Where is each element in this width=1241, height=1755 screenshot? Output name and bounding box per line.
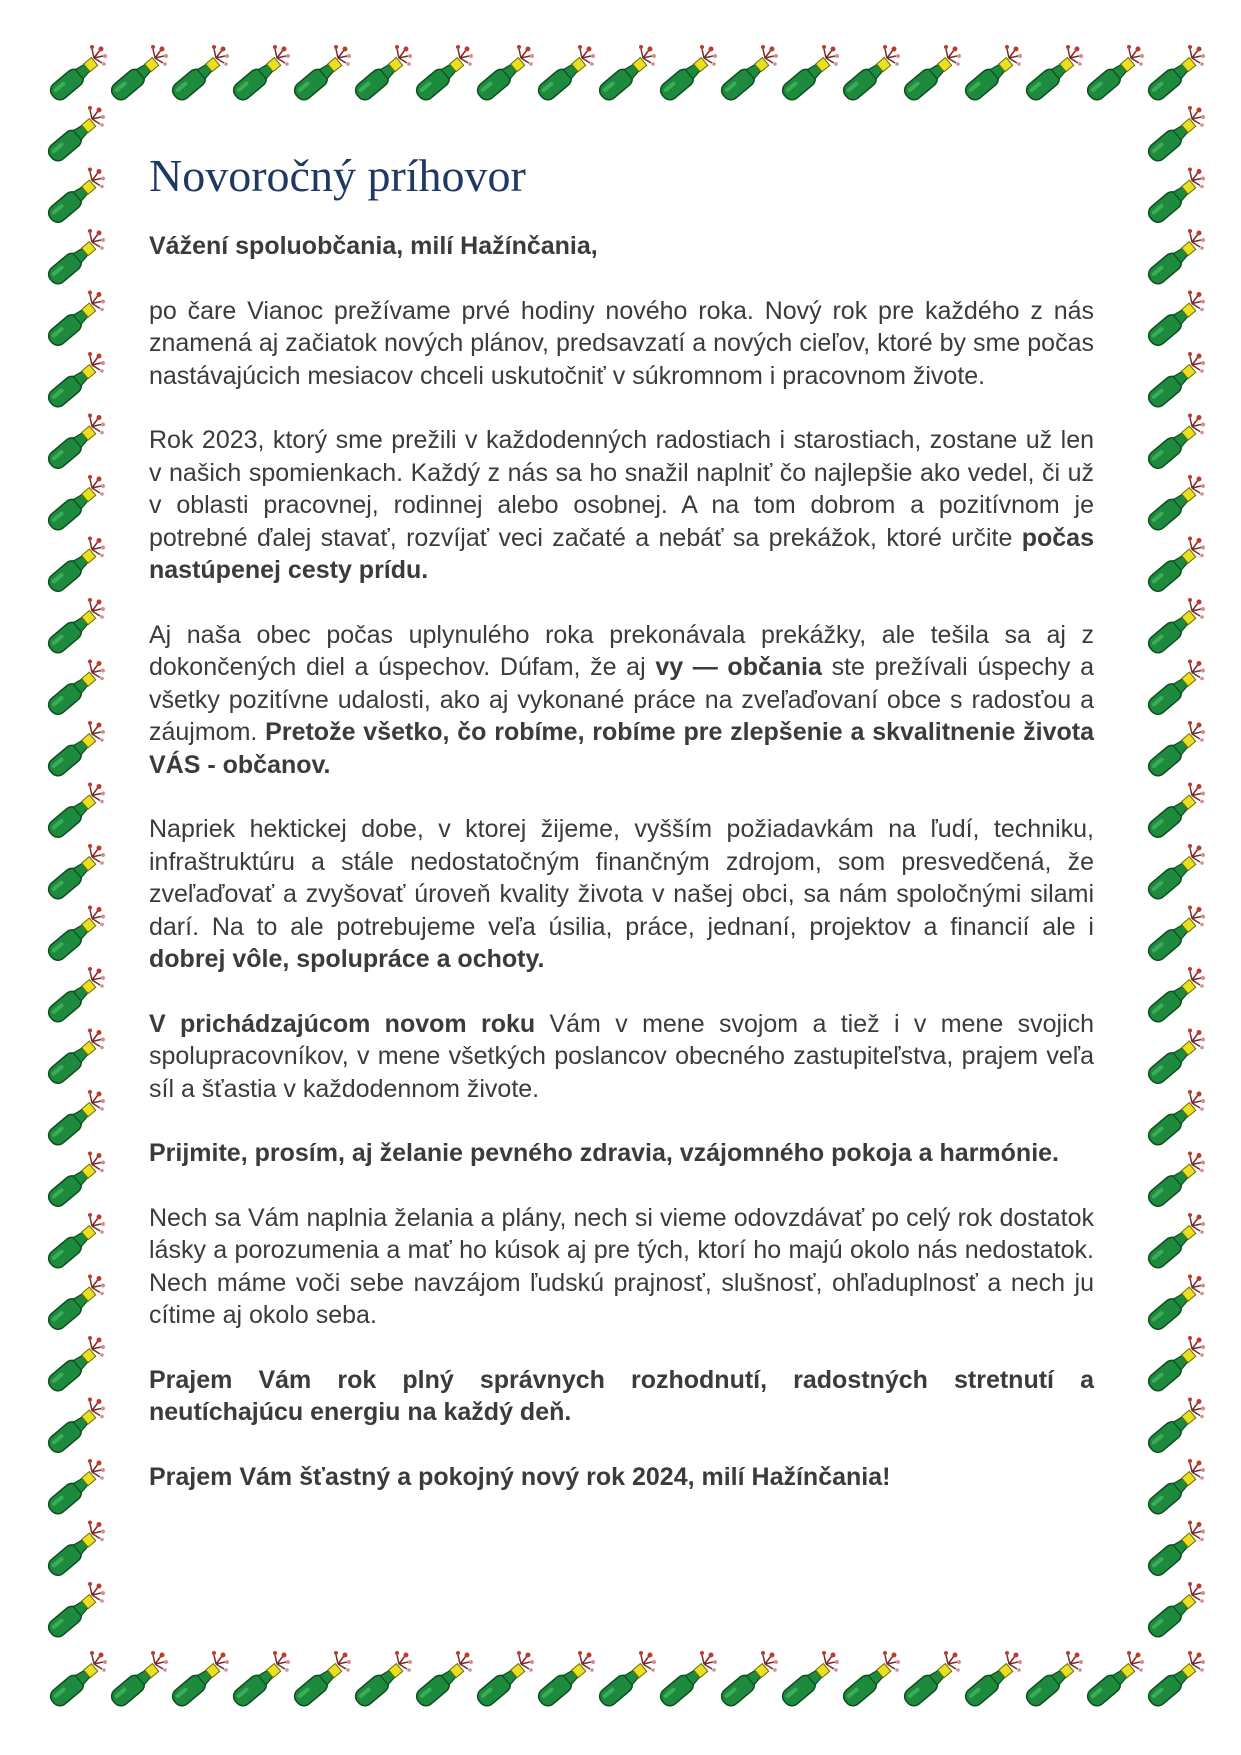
champagne-bottle-icon	[291, 1651, 351, 1709]
paragraphs	[149, 295, 1094, 1494]
champagne-bottle-icon	[45, 229, 105, 287]
bold-text: Pretože všetko, čo robíme, robíme pre zlepšenie a skvalitnenie života VÁS - občanov.	[149, 718, 1094, 779]
champagne-bottle-icon	[901, 1651, 961, 1709]
champagne-bottle-icon	[535, 45, 595, 103]
champagne-bottle-icon	[45, 1521, 105, 1579]
champagne-bottle-icon	[779, 45, 839, 103]
champagne-bottle-icon	[1145, 106, 1205, 164]
champagne-bottle-icon	[45, 1398, 105, 1456]
champagne-bottle-icon	[474, 45, 534, 103]
champagne-bottle-icon	[1145, 1336, 1205, 1394]
champagne-bottle-icon	[1145, 721, 1205, 779]
champagne-bottle-icon	[1145, 537, 1205, 595]
letter-body	[149, 148, 1094, 1525]
champagne-bottle-icon	[901, 45, 961, 103]
champagne-bottle-icon	[1023, 1651, 1083, 1709]
champagne-bottle-icon	[1145, 1582, 1205, 1640]
paragraph	[149, 813, 1094, 976]
champagne-bottle-icon	[45, 1459, 105, 1517]
champagne-bottle-icon	[45, 475, 105, 533]
champagne-bottle-icon	[1145, 1521, 1205, 1579]
champagne-bottle-icon	[45, 1582, 105, 1640]
champagne-bottle-icon	[1145, 1152, 1205, 1210]
text: Rok 2023, ktorý sme prežili v každodenných radostiach i starostiach, zostane už len v našich spomienkach. Každý z nás sa ho snažil naplniť čo najlepšie ako vedel, či už v oblasti pracovnej, rodinnej alebo osobnej. A na tom dobrom a pozitívnom je potrebné ďalej stavať, rozvíjať veci začaté a nebáť sa prekážok, ktoré určite	[149, 426, 1094, 552]
champagne-bottle-icon	[47, 45, 107, 103]
champagne-bottle-icon	[45, 1029, 105, 1087]
bold-text: počas nastúpenej cesty prídu.	[149, 523, 1094, 584]
champagne-bottle-icon	[169, 45, 229, 103]
page-title: Novoročný príhovor	[149, 150, 526, 201]
champagne-bottle-icon	[45, 537, 105, 595]
champagne-bottle-icon	[45, 106, 105, 164]
bold-text: vy — občania	[655, 653, 822, 681]
champagne-bottle-icon	[840, 1651, 900, 1709]
paragraph	[149, 295, 1094, 393]
champagne-bottle-icon	[1145, 1398, 1205, 1456]
bold-text: dobrej vôle, spolupráce a ochoty.	[149, 945, 545, 973]
champagne-bottle-icon	[718, 45, 778, 103]
champagne-bottle-icon	[1145, 660, 1205, 718]
champagne-bottle-icon	[1145, 45, 1205, 103]
champagne-bottle-icon	[1145, 1029, 1205, 1087]
champagne-bottle-icon	[45, 844, 105, 902]
champagne-bottle-icon	[962, 1651, 1022, 1709]
champagne-bottle-icon	[1145, 906, 1205, 964]
champagne-bottle-icon	[1145, 1090, 1205, 1148]
champagne-bottle-icon	[352, 45, 412, 103]
champagne-bottle-icon	[1145, 598, 1205, 656]
champagne-bottle-icon	[657, 45, 717, 103]
champagne-bottle-icon	[45, 291, 105, 349]
champagne-bottle-icon	[47, 1651, 107, 1709]
champagne-bottle-icon	[1145, 1651, 1205, 1709]
bold-text: Prajem Vám šťastný a pokojný nový rok 2024, milí Hažínčania!	[149, 1462, 891, 1491]
champagne-bottle-icon	[45, 414, 105, 472]
champagne-bottle-icon	[1145, 168, 1205, 226]
text: Aj naša obec počas uplynulého roka prekonávala prekážky, ale tešila sa aj z dokončených diel a úspechov. Dúfam, že aj	[149, 620, 1094, 681]
champagne-bottle-icon	[718, 1651, 778, 1709]
champagne-bottle-icon	[1023, 45, 1083, 103]
paragraph	[149, 1202, 1094, 1332]
champagne-bottle-icon	[169, 1651, 229, 1709]
champagne-bottle-icon	[1145, 352, 1205, 410]
champagne-bottle-icon	[45, 1336, 105, 1394]
paragraph	[149, 619, 1094, 782]
paragraph	[149, 1008, 1094, 1106]
champagne-bottle-icon	[596, 1651, 656, 1709]
champagne-bottle-icon	[596, 45, 656, 103]
text: po čare Vianoc prežívame prvé hodiny nového roka. Nový rok pre každého z nás znamená aj začiatok nových plánov, predsavzatí a nových cieľov, ktoré by sme počas nastávajúcich mesiacov chceli uskutočniť v súkromnom i pracovnom živote.	[149, 296, 1094, 390]
bold-text: Prajem Vám rok plný správnych rozhodnutí, radostných stretnutí a neutíchajúcu energiu na každý deň.	[149, 1365, 1094, 1426]
champagne-bottle-icon	[413, 1651, 473, 1709]
text: Vám v mene svojom a tiež i v mene svojich spolupracovníkov, v mene všetkých poslancov obecného zastupiteľstva, prajem veľa síl a šťastia v každodennom živote.	[149, 1009, 1094, 1103]
text: Nech sa Vám naplnia želania a plány, nech si vieme odovzdávať po celý rok dostatok lásky a porozumenia a mať ho kúsok aj pre tých, ktorí ho majú okolo nás nedostatok. Nech máme voči sebe navzájom ľudskú prajnosť, slušnosť, ohľaduplnosť a nech ju cítime aj okolo seba.	[149, 1203, 1094, 1329]
champagne-bottle-icon	[413, 45, 473, 103]
champagne-bottle-icon	[657, 1651, 717, 1709]
champagne-bottle-icon	[45, 660, 105, 718]
bold-text: V prichádzajúcom novom roku	[149, 1009, 536, 1038]
champagne-bottle-icon	[1145, 475, 1205, 533]
champagne-bottle-icon	[1145, 229, 1205, 287]
champagne-bottle-icon	[45, 967, 105, 1025]
champagne-bottle-icon	[535, 1651, 595, 1709]
champagne-bottle-icon	[45, 168, 105, 226]
champagne-bottle-icon	[1084, 45, 1144, 103]
champagne-bottle-icon	[779, 1651, 839, 1709]
champagne-bottle-icon	[45, 1275, 105, 1333]
champagne-bottle-icon	[1145, 414, 1205, 472]
champagne-bottle-icon	[840, 45, 900, 103]
champagne-bottle-icon	[474, 1651, 534, 1709]
bold-text: Prijmite, prosím, aj želanie pevného zdravia, vzájomného pokoja a harmónie.	[149, 1139, 1059, 1167]
salutation: Vážení spoluobčania, milí Hažínčania,	[149, 232, 598, 260]
champagne-bottle-icon	[1145, 783, 1205, 841]
paragraph	[149, 1461, 1094, 1494]
champagne-bottle-icon	[1145, 1459, 1205, 1517]
champagne-bottle-icon	[45, 1090, 105, 1148]
champagne-bottle-icon	[352, 1651, 412, 1709]
champagne-bottle-icon	[45, 721, 105, 779]
paragraph	[149, 1137, 1094, 1170]
champagne-bottle-icon	[1145, 967, 1205, 1025]
champagne-bottle-icon	[45, 598, 105, 656]
champagne-bottle-icon	[1084, 1651, 1144, 1709]
paragraph	[149, 424, 1094, 587]
champagne-bottle-icon	[1145, 1275, 1205, 1333]
champagne-bottle-icon	[45, 783, 105, 841]
champagne-bottle-icon	[108, 45, 168, 103]
champagne-bottle-icon	[45, 352, 105, 410]
champagne-bottle-icon	[1145, 844, 1205, 902]
champagne-bottle-icon	[45, 1213, 105, 1271]
champagne-bottle-icon	[291, 45, 351, 103]
text: ste prežívali úspechy a všetky pozitívne udalosti, ako aj vykonané práce na zveľaďovaní obce s radosťou a záujmom.	[149, 653, 1094, 746]
champagne-bottle-icon	[230, 45, 290, 103]
champagne-bottle-icon	[230, 1651, 290, 1709]
champagne-bottle-icon	[45, 1152, 105, 1210]
champagne-bottle-icon	[1145, 1213, 1205, 1271]
champagne-bottle-icon	[108, 1651, 168, 1709]
champagne-bottle-icon	[45, 906, 105, 964]
champagne-bottle-icon	[962, 45, 1022, 103]
paragraph	[149, 1364, 1094, 1429]
champagne-bottle-icon	[1145, 291, 1205, 349]
text: Napriek hektickej dobe, v ktorej žijeme, vyšším požiadavkám na ľudí, techniku, infraštruktúru a stále nedostatočným finančným zdrojom, som presvedčená, že zveľaďovať a zvyšovať úroveň kvality života v našej obci, sa nám spoločnými silami darí. Na to ale potrebujeme veľa úsilia, práce, jednaní, projektov a financií ale i	[149, 815, 1094, 941]
